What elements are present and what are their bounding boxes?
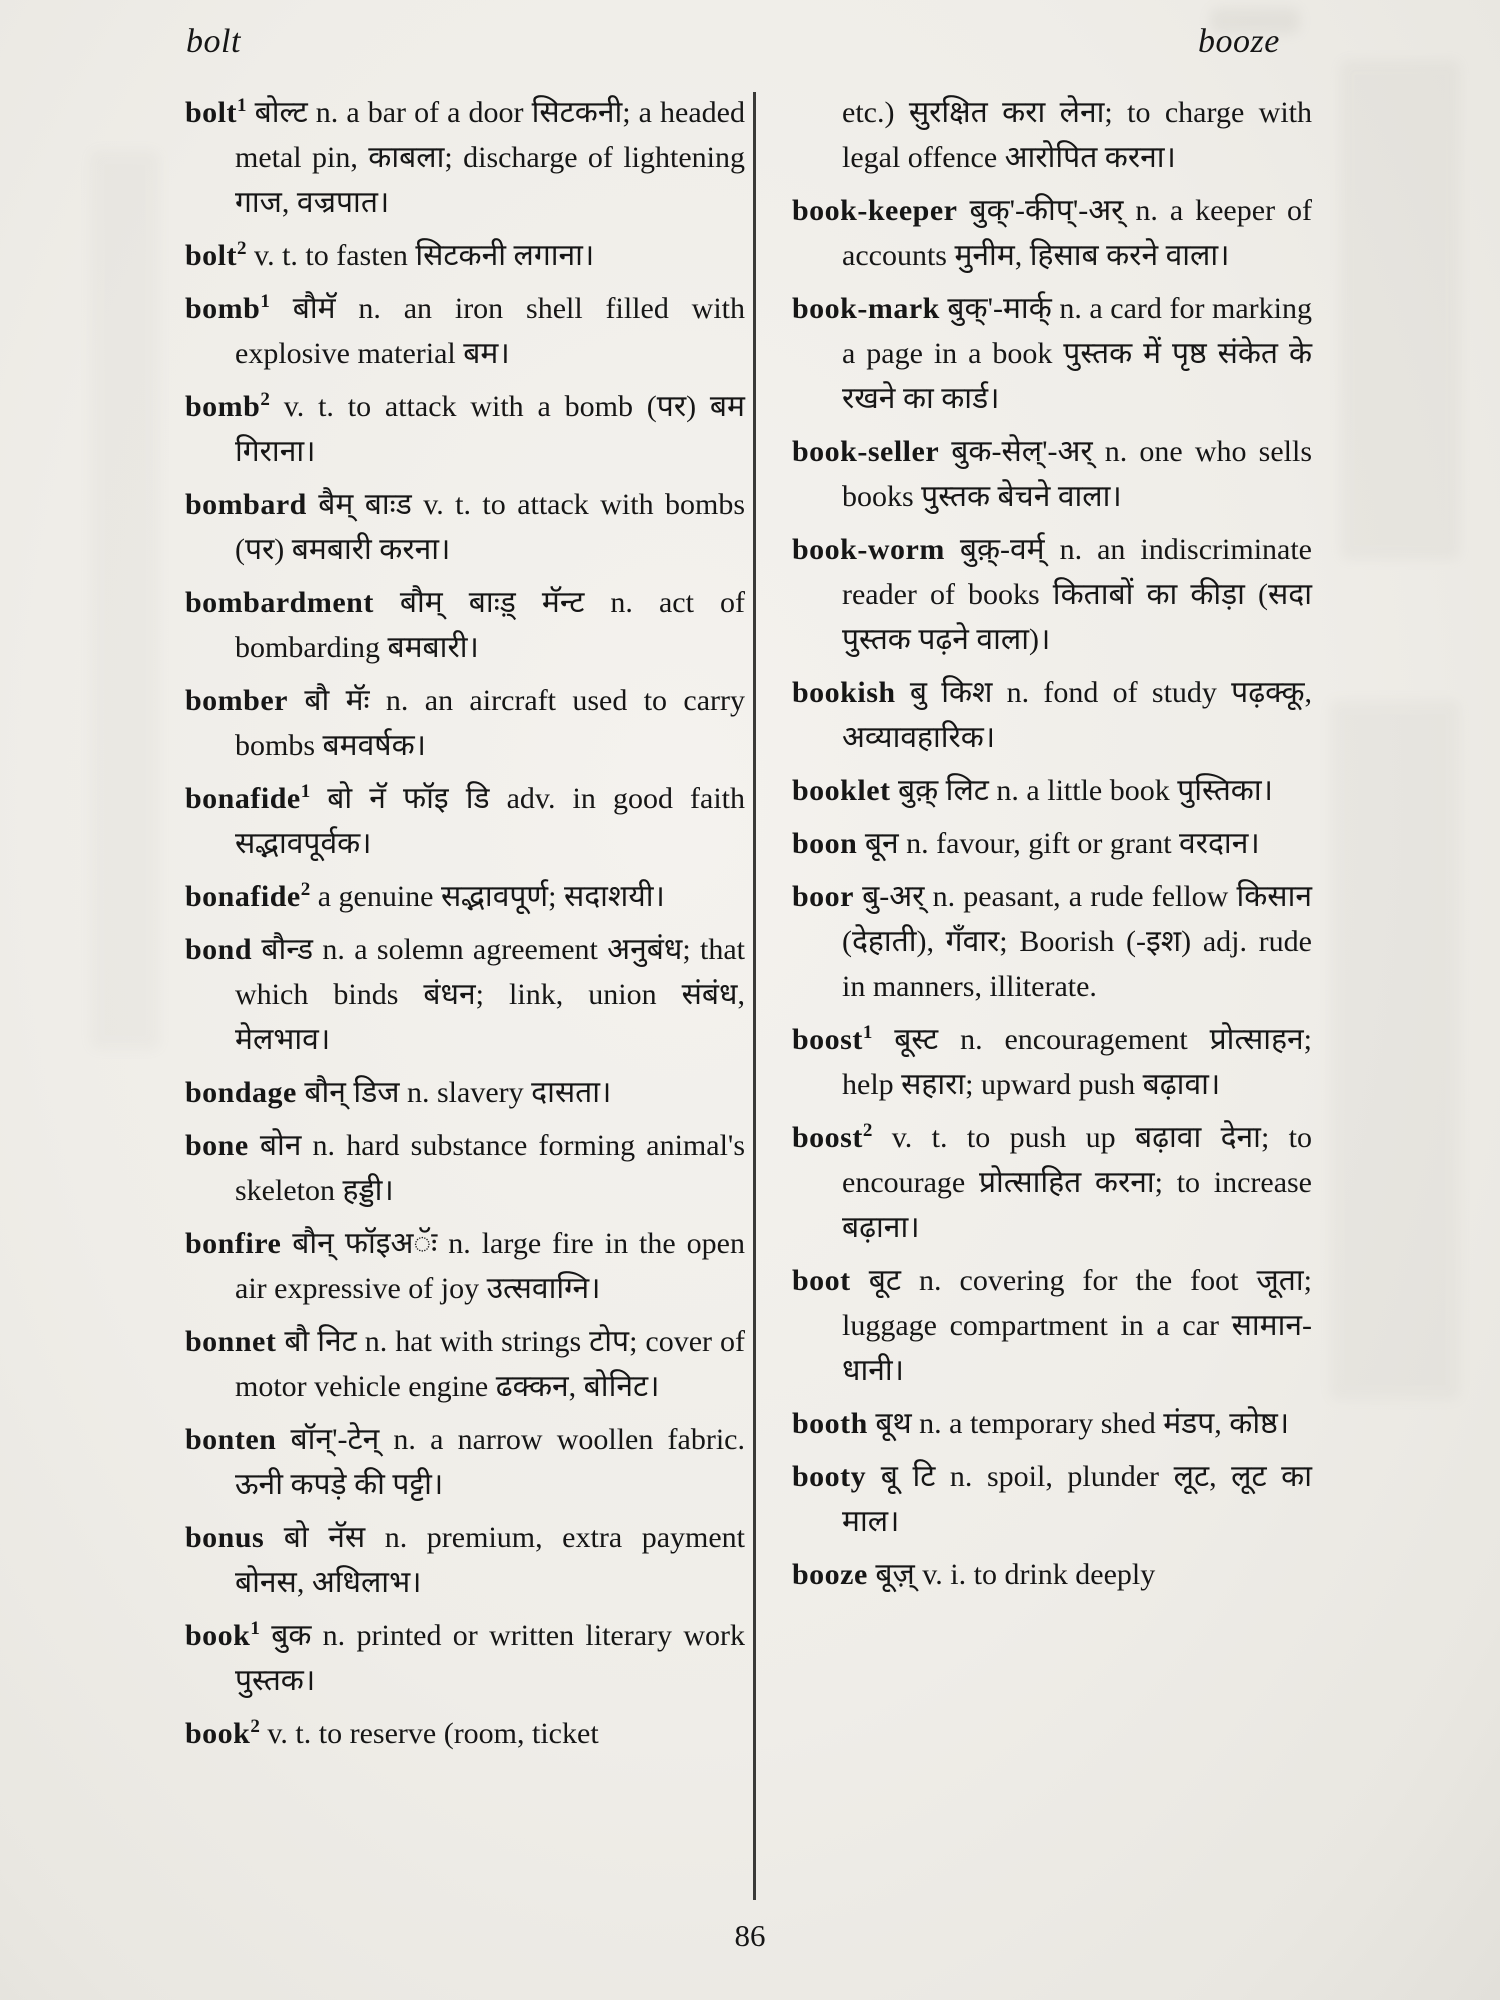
entry-body: बौमॅ n. an iron shell filled with explosive material बम। [235, 292, 745, 370]
dictionary-entry [185, 874, 745, 919]
entry-body: etc.) सुरक्षित करा लेना; to charge with legal offence आरोपित करना। [842, 96, 1312, 174]
scan-bleed-artifact [1340, 60, 1460, 560]
entry-headword: bonus [185, 1521, 265, 1554]
scan-bleed-artifact [90, 150, 160, 1050]
dictionary-entry [792, 1454, 1312, 1544]
dictionary-entry [792, 286, 1312, 421]
entry-headword: booty [792, 1460, 867, 1493]
entry-headword: bomber [185, 684, 288, 717]
entry-headword: book-worm [792, 533, 945, 566]
running-head-left: bolt [186, 23, 241, 60]
entry-headword: boor [792, 880, 854, 913]
entry-headword: bonfire [185, 1227, 282, 1260]
entry-body: बू टि n. spoil, plunder लूट, लूट का माल। [842, 1460, 1312, 1538]
entry-headword: bonnet [185, 1325, 277, 1358]
column-divider [753, 92, 756, 1900]
entry-headword: boon [792, 827, 858, 860]
dictionary-entry [792, 1115, 1312, 1250]
dictionary-entry [185, 1515, 745, 1605]
dictionary-entry [185, 384, 745, 474]
entry-body: बुक़्-वर्म् n. an indiscriminate reader of books किताबों का कीड़ा (सदा पुस्तक पढ़ने वाला)। [842, 533, 1312, 656]
entry-headword: book-seller [792, 435, 940, 468]
entry-body: बौन् फॉइअॅः n. large fire in the open air expressive of joy उत्सवाग्नि। [235, 1227, 745, 1305]
entry-headword: bolt [185, 96, 238, 129]
dictionary-entry [185, 776, 745, 866]
entry-headword: bond [185, 933, 253, 966]
entry-body: बु-अर् n. peasant, a rude fellow किसान (देहाती), गँवार; Boorish (-इश) adj. rude in manners, illiterate. [842, 880, 1312, 1003]
entry-body: बो नॅ फॉइ डि adv. in good faith सद्भावपूर्वक। [235, 782, 745, 860]
entry-headword: bone [185, 1129, 249, 1162]
dictionary-entry [792, 768, 1312, 813]
entry-body: बौ निट n. hat with strings टोप; cover of motor vehicle engine ढक्कन, बोनिट। [235, 1325, 745, 1403]
dictionary-entry [792, 429, 1312, 519]
entry-body: बैम् बाःड v. t. to attack with bombs (पर) बमबारी करना। [235, 488, 745, 566]
dictionary-entry [792, 527, 1312, 662]
entry-sense-number: 2 [250, 1716, 260, 1737]
entry-body: बौम् बाःड़् मॅन्ट n. act of bombarding बमबारी। [235, 586, 745, 664]
entry-body: बॉन्'-टेन् n. a narrow woollen fabric. ऊनी कपड़े की पट्टी। [235, 1423, 745, 1501]
entry-headword: bonten [185, 1423, 277, 1456]
dictionary-entry [185, 1613, 745, 1703]
entry-body: बुक्'-कीप्'-अर् n. a keeper of accounts मुनीम, हिसाब करने वाला। [842, 194, 1312, 272]
dictionary-entry [792, 90, 1312, 180]
entry-body: बूट n. covering for the foot जूता; luggage compartment in a car सामान-धानी। [842, 1264, 1312, 1387]
page-number: 86 [734, 1918, 766, 1953]
entry-headword: book-keeper [792, 194, 958, 227]
entry-sense-number: 2 [237, 238, 247, 259]
column-right [792, 90, 1312, 1605]
entry-headword: bombardment [185, 586, 374, 619]
dictionary-entry [792, 821, 1312, 866]
entry-body: v. t. to reserve (room, ticket [259, 1717, 599, 1750]
dictionary-entry [185, 1319, 745, 1409]
entry-headword: bondage [185, 1076, 297, 1109]
entry-body: बौ मॅः n. an aircraft used to carry bombs बमवर्षक। [235, 684, 745, 762]
dictionary-entry [792, 1258, 1312, 1393]
entry-headword: bonafide [185, 782, 301, 815]
dictionary-entry [185, 1221, 745, 1311]
entry-body: a genuine सद्भावपूर्ण; सदाशयी। [310, 880, 665, 913]
dictionary-entry [792, 670, 1312, 760]
entry-sense-number: 2 [300, 879, 311, 900]
entry-headword: boost [792, 1023, 863, 1056]
entry-sense-number: 1 [862, 1022, 873, 1043]
entry-sense-number: 1 [237, 95, 247, 116]
entry-body: बुक़् लिट n. a little book पुस्तिका। [890, 774, 1273, 807]
entry-body: बो नॅस n. premium, extra payment बोनस, अधिलाभ। [235, 1521, 745, 1599]
entry-body: v. t. to fasten सिटकनी लगाना। [246, 239, 595, 272]
dictionary-entry [792, 1017, 1312, 1107]
entry-sense-number: 2 [862, 1120, 873, 1141]
entry-body: बोल्ट n. a bar of a door सिटकनी; a headed metal pin, काबला; discharge of lightening गाज, वज्रपात। [235, 96, 745, 219]
dictionary-entry [792, 188, 1312, 278]
running-head-right: booze [1198, 23, 1280, 60]
entry-body: बूथ n. a temporary shed मंडप, कोष्ठ। [867, 1407, 1290, 1440]
entry-sense-number: 2 [260, 389, 270, 410]
entry-headword: booklet [792, 774, 891, 807]
entry-body: v. t. to push up बढ़ावा देना; to encourage प्रोत्साहित करना; to increase बढ़ाना। [842, 1121, 1312, 1244]
dictionary-entry [185, 580, 745, 670]
entry-body: बूस्ट n. encouragement प्रोत्साहन; help सहारा; upward push बढ़ावा। [842, 1023, 1312, 1101]
entry-headword: boot [792, 1264, 851, 1297]
column-left [185, 90, 745, 1764]
dictionary-entry [185, 90, 745, 225]
dictionary-entry [185, 286, 745, 376]
entry-body: बु किश n. fond of study पढ़क्कू, अव्यावहारिक। [842, 676, 1312, 754]
dictionary-entry [185, 1711, 745, 1756]
scan-bleed-artifact [1330, 700, 1460, 1400]
dictionary-entry [185, 1417, 745, 1507]
entry-headword: booze [792, 1558, 868, 1591]
dictionary-entry [792, 1401, 1312, 1446]
entry-headword: bomb [185, 390, 261, 423]
entry-headword: book-mark [792, 292, 940, 325]
dictionary-entry [185, 1123, 745, 1213]
dictionary-entry [185, 1070, 745, 1115]
entry-headword: bombard [185, 488, 307, 521]
entry-headword: book [185, 1717, 251, 1750]
entry-body: बुक n. printed or written literary work पुस्तक। [235, 1619, 745, 1697]
dictionary-entry [185, 233, 745, 278]
dictionary-entry [185, 482, 745, 572]
entry-headword: book [185, 1619, 251, 1652]
entry-body: बोन n. hard substance forming animal's skeleton हड्डी। [235, 1129, 745, 1207]
entry-sense-number: 1 [250, 1618, 260, 1639]
entry-headword: bolt [185, 239, 238, 272]
entry-body: बौन्ड n. a solemn agreement अनुबंध; that which binds बंधन; link, union संबंध, मेलभाव। [235, 933, 745, 1056]
entry-body: बुक्'-मार्क् n. a card for marking a page in a book पुस्तक में पृष्ठ संकेत के रखने का कार्ड। [842, 292, 1312, 415]
entry-body: v. t. to attack with a bomb (पर) बम गिराना। [235, 390, 745, 468]
entry-body: बून n. favour, gift or grant वरदान। [857, 827, 1260, 860]
entry-headword: bomb [185, 292, 261, 325]
entry-sense-number: 1 [300, 781, 311, 802]
entry-body: बौन् डिज n. slavery दासता। [296, 1076, 612, 1109]
dictionary-entry [185, 678, 745, 768]
entry-body: बुक-सेल्'-अर् n. one who sells books पुस्तक बेचने वाला। [842, 435, 1312, 513]
dictionary-entry [185, 927, 745, 1062]
entry-headword: bookish [792, 676, 896, 709]
entry-headword: bonafide [185, 880, 301, 913]
entry-headword: boost [792, 1121, 863, 1154]
dictionary-entry [792, 874, 1312, 1009]
entry-body: बूज़् v. i. to drink deeply [867, 1558, 1156, 1591]
dictionary-entry [792, 1552, 1312, 1597]
entry-sense-number: 1 [260, 291, 270, 312]
entry-headword: booth [792, 1407, 868, 1440]
